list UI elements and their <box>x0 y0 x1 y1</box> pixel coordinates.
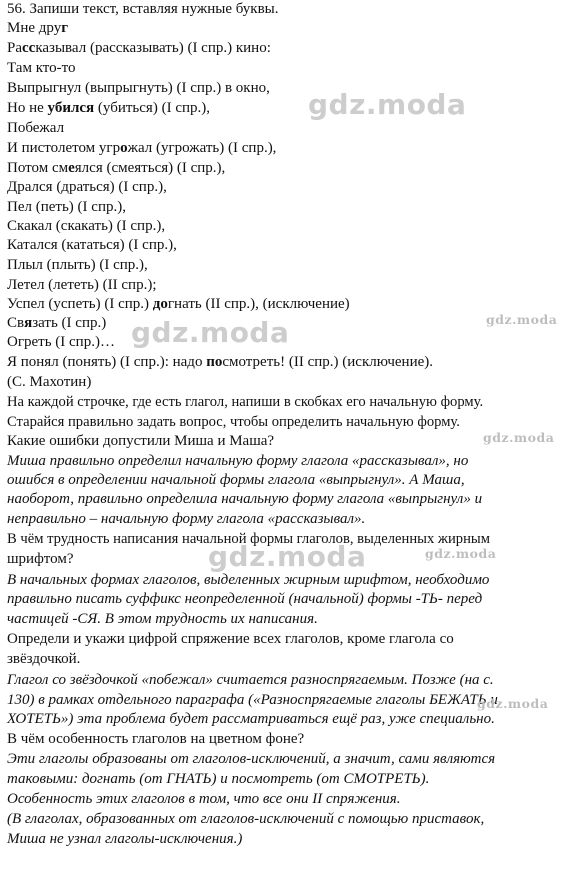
text-line <box>7 353 433 372</box>
text-line <box>7 19 68 38</box>
text-line <box>7 790 401 809</box>
bold-letters: г <box>61 20 69 36</box>
text-line <box>7 650 80 669</box>
text-line <box>7 373 91 392</box>
text-line <box>7 471 465 490</box>
text-line <box>7 236 177 255</box>
line-text: На каждой строчке, где есть глагол, напиши в скобках его начальную форму. <box>7 394 484 410</box>
watermark: gdz.moda <box>477 696 549 711</box>
text-line <box>7 810 484 829</box>
text-line <box>7 295 350 314</box>
text-line <box>7 217 165 236</box>
line-text: Пел (петь) (I спр.), <box>7 199 126 215</box>
watermark: gdz.moda <box>483 430 555 445</box>
bold-letters: убился <box>47 100 95 116</box>
line-text: шрифтом? <box>7 551 74 567</box>
line-text: ошибся в определении начальной формы глагола «выпрыгнул». А Маша, <box>7 472 465 488</box>
line-text: зать (I спр.) <box>32 315 107 331</box>
text-line <box>7 830 242 849</box>
line-text: смотреть! (II спр.) (исключение). <box>222 354 434 370</box>
watermark: gdz.moda <box>308 88 467 121</box>
line-text: Летел (лететь) (II спр.); <box>7 277 157 293</box>
line-text: Мне дру <box>7 20 62 36</box>
text-line <box>7 730 304 749</box>
line-text: Ра <box>7 40 22 56</box>
text-line <box>7 510 365 529</box>
text-line <box>7 256 148 275</box>
text-line <box>7 139 276 158</box>
text-line <box>7 550 74 569</box>
line-text: Скакал (скакать) (I спр.), <box>7 218 166 234</box>
line-text: жал (угрожать) (I спр.), <box>127 140 277 156</box>
text-line <box>7 198 126 217</box>
bold-letters: по <box>206 354 223 370</box>
line-text: Дрался (драться) (I спр.), <box>7 179 167 195</box>
text-line <box>7 432 274 451</box>
bold-letters: сс <box>22 40 36 56</box>
line-text: (С. Махотин) <box>7 374 92 390</box>
line-text: Св <box>7 315 25 331</box>
text-line <box>7 0 279 19</box>
line-text: Определи и укажи цифрой спряжение всех глаголов, кроме глагола со <box>7 631 454 647</box>
line-text: казывал (рассказывать) (I спр.) кино: <box>35 40 271 56</box>
line-text: ялся (смеяться) (I спр.), <box>74 160 226 176</box>
text-line <box>7 750 495 769</box>
text-line <box>7 333 115 352</box>
line-text: 130) в рамках отдельного параграфа («Разноспрягаемые глаголы БЕЖАТЬ и <box>7 692 498 708</box>
text-line <box>7 590 482 609</box>
watermark: gdz.moda <box>486 312 558 327</box>
line-text: В чём особенность глаголов на цветном фоне? <box>7 731 305 747</box>
text-line <box>7 671 494 690</box>
line-text: В чём трудность написания начальной формы глаголов, выделенных жирным <box>7 531 490 547</box>
line-text: Миша правильно определил начальную форму глагола «рассказывал», но <box>7 453 469 469</box>
watermark: gdz.moda <box>208 540 367 573</box>
line-text: Огреть (I спр.)… <box>7 334 115 350</box>
line-text: ХОТЕТЬ») эта проблема будет рассматриваться ещё раз, уже специально. <box>7 711 495 727</box>
line-text: Катался (кататься) (I спр.), <box>7 237 177 253</box>
text-line <box>7 710 495 729</box>
line-text: Особенность этих глаголов в том, что все они II спряжения. <box>7 791 401 807</box>
text-line <box>7 630 454 649</box>
line-text: Побежал <box>7 120 65 136</box>
line-text: неправильно – начальную форму глагола «рассказывал». <box>7 511 366 527</box>
line-text: 56. Запиши текст, вставляя нужные буквы. <box>7 1 279 17</box>
line-text: Какие ошибки допустили Миша и Маша? <box>7 433 275 449</box>
line-text: (В глаголах, образованных от глаголов-исключений с помощью приставок, <box>7 811 485 827</box>
text-line <box>7 770 429 789</box>
text-line <box>7 490 482 509</box>
text-line <box>7 571 489 590</box>
line-text: Глагол со звёздочкой «побежал» считается разноспрягаемым. Позже (на с. <box>7 672 494 688</box>
line-text: Выпрыгнул (выпрыгнуть) (I спр.) в окно, <box>7 80 270 96</box>
bold-letters: я <box>24 315 33 331</box>
line-text: Успел (успеть) (I спр.) <box>7 296 153 312</box>
text-line <box>7 691 498 710</box>
text-line <box>7 178 167 197</box>
line-text: наоборот, правильно определила начальную форму глагола «выпрыгнул» и <box>7 491 483 507</box>
line-text: правильно писать суффикс неопределенной (начальной) формы -ТЬ- перед <box>7 591 483 607</box>
text-line <box>7 99 210 118</box>
text-line <box>7 119 64 138</box>
watermark: gdz.moda <box>131 316 290 349</box>
line-text: Но не <box>7 100 48 116</box>
line-text: частицей -СЯ. В этом трудность их написания. <box>7 611 318 627</box>
text-line <box>7 276 157 295</box>
text-line <box>7 159 225 178</box>
line-text: И пистолетом угр <box>7 140 121 156</box>
line-text: Там кто-то <box>7 60 76 76</box>
line-text: (убиться) (I спр.), <box>94 100 210 116</box>
text-line <box>7 413 460 432</box>
text-line <box>7 314 106 333</box>
line-text: В начальных формах глаголов, выделенных жирным шрифтом, необходимо <box>7 572 490 588</box>
text-line <box>7 59 76 78</box>
bold-letters: о <box>120 140 128 156</box>
watermark: gdz.moda <box>425 546 497 561</box>
text-line <box>7 610 318 629</box>
line-text: Миша не узнал глаголы-исключения.) <box>7 831 243 847</box>
text-line <box>7 39 271 58</box>
line-text: Эти глаголы образованы от глаголов-исключений, а значит, сами являются <box>7 751 496 767</box>
line-text: Я понял (понять) (I спр.): надо <box>7 354 207 370</box>
line-text: гнать (II спр.), (исключение) <box>167 296 350 312</box>
line-text: Плыл (плыть) (I спр.), <box>7 257 148 273</box>
text-line <box>7 79 270 98</box>
line-text: таковыми: догнать (от ГНАТЬ) и посмотреть (от СМОТРЕТЬ). <box>7 771 430 787</box>
line-text: звёздочкой. <box>7 651 81 667</box>
text-line <box>7 393 483 412</box>
bold-letters: е <box>68 160 75 176</box>
text-line <box>7 452 468 471</box>
bold-letters: до <box>152 296 168 312</box>
line-text: Потом см <box>7 160 69 176</box>
line-text: Старайся правильно задать вопрос, чтобы определить начальную форму. <box>7 414 460 430</box>
